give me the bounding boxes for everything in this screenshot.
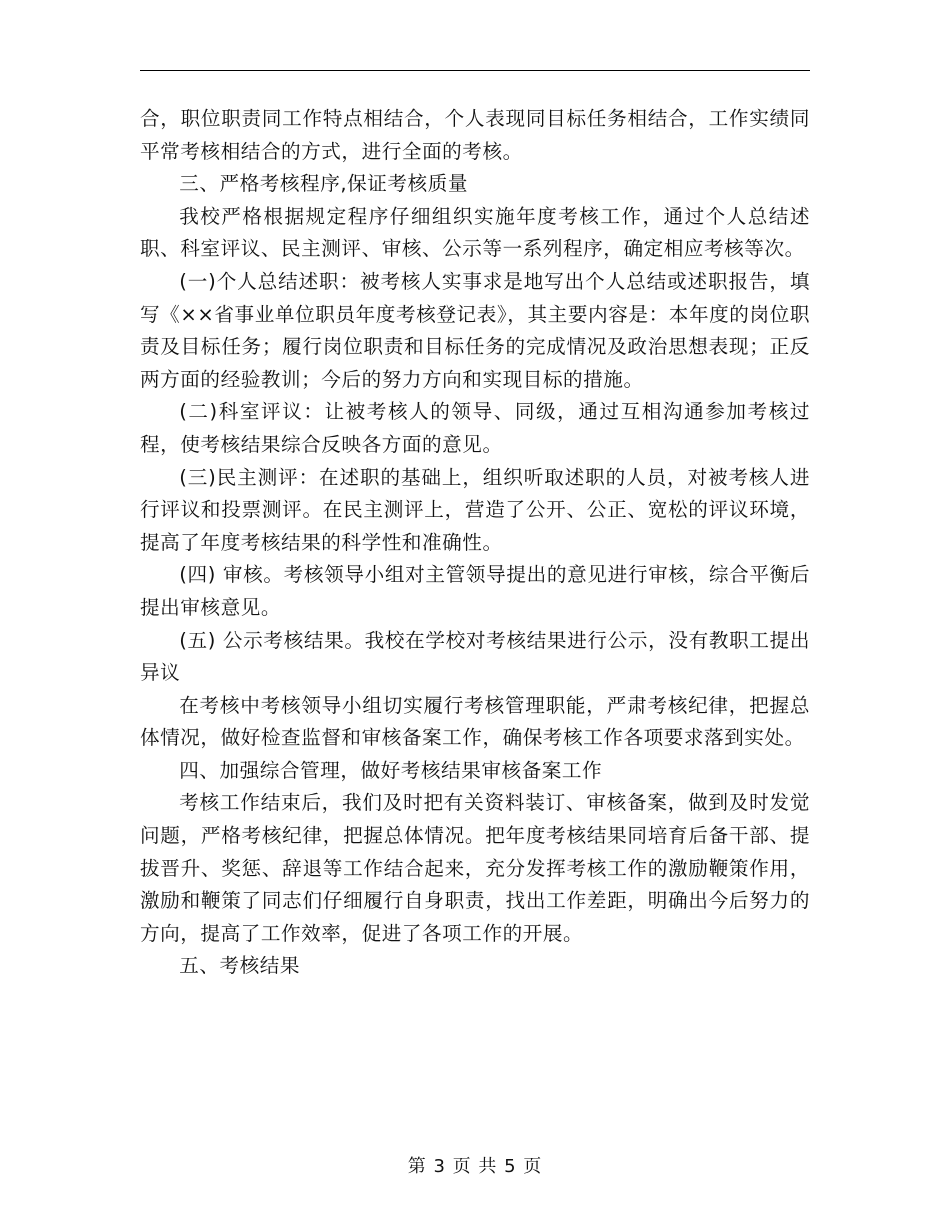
paragraph: 考核工作结束后，我们及时把有关资料装订、审核备案，做到及时发觉问题，严格考核纪律，把握总体情况。把年度考核结果同培育后备干部、提拔晋升、奖惩、辞退等工作结合起来，充分发挥考核工作的激励鞭策作用，激励和鞭策了同志们仔细履行自身职责，找出工作差距，明确出今后努力的方向，提高了工作效率，促进了各项工作的开展。 — [140, 791, 810, 945]
section-heading-4: 四、加强综合管理，做好考核结果审核备案工作 — [179, 758, 603, 782]
page-number: 第 3 页 共 5 页 — [407, 1156, 543, 1177]
paragraph: (二)科室评议：让被考核人的领导、同级，通过互相沟通参加考核过程，使考核结果综合反映各方面的意见。 — [140, 400, 810, 456]
paragraph: 在考核中考核领导小组切实履行考核管理职能，严肃考核纪律，把握总体情况，做好检查监督和审核备案工作，确保考核工作各项要求落到实处。 — [140, 693, 810, 750]
section-heading-5: 五、考核结果 — [179, 954, 301, 978]
section-heading-3: 三、严格考核程序,保证考核质量 — [179, 172, 468, 196]
paragraph-continuation: 合，职位职责同工作特点相结合，个人表现同目标任务相结合，工作实绩同平常考核相结合的方式，进行全面的考核。 — [140, 107, 810, 163]
document-body — [140, 103, 810, 983]
header-rule — [140, 70, 810, 71]
paragraph: (四) 审核。考核领导小组对主管领导提出的意见进行审核，综合平衡后提出审核意见。 — [140, 563, 810, 619]
paragraph: (三)民主测评：在述职的基础上，组织听取述职的人员，对被考核人进行评议和投票测评。在民主测评上，营造了公开、公正、宽松的评议环境，提高了年度考核结果的科学性和准确性。 — [140, 465, 810, 554]
paragraph: (五) 公示考核结果。我校在学校对考核结果进行公示，没有教职工提出异议 — [140, 628, 810, 685]
paragraph: (一)个人总结述职：被考核人实事求是地写出个人总结或述职报告，填写《××省事业单位职员年度考核登记表》，其主要内容是：本年度的岗位职责及目标任务；履行岗位职责和目标任务的完成情况及政治思想表现；正反两方面的经验教训；今后的努力方向和实现目标的措施。 — [140, 269, 810, 391]
paragraph: 我校严格根据规定程序仔细组织实施年度考核工作，通过个人总结述职、科室评议、民主测评、审核、公示等一系列程序，确定相应考核等次。 — [140, 204, 810, 261]
